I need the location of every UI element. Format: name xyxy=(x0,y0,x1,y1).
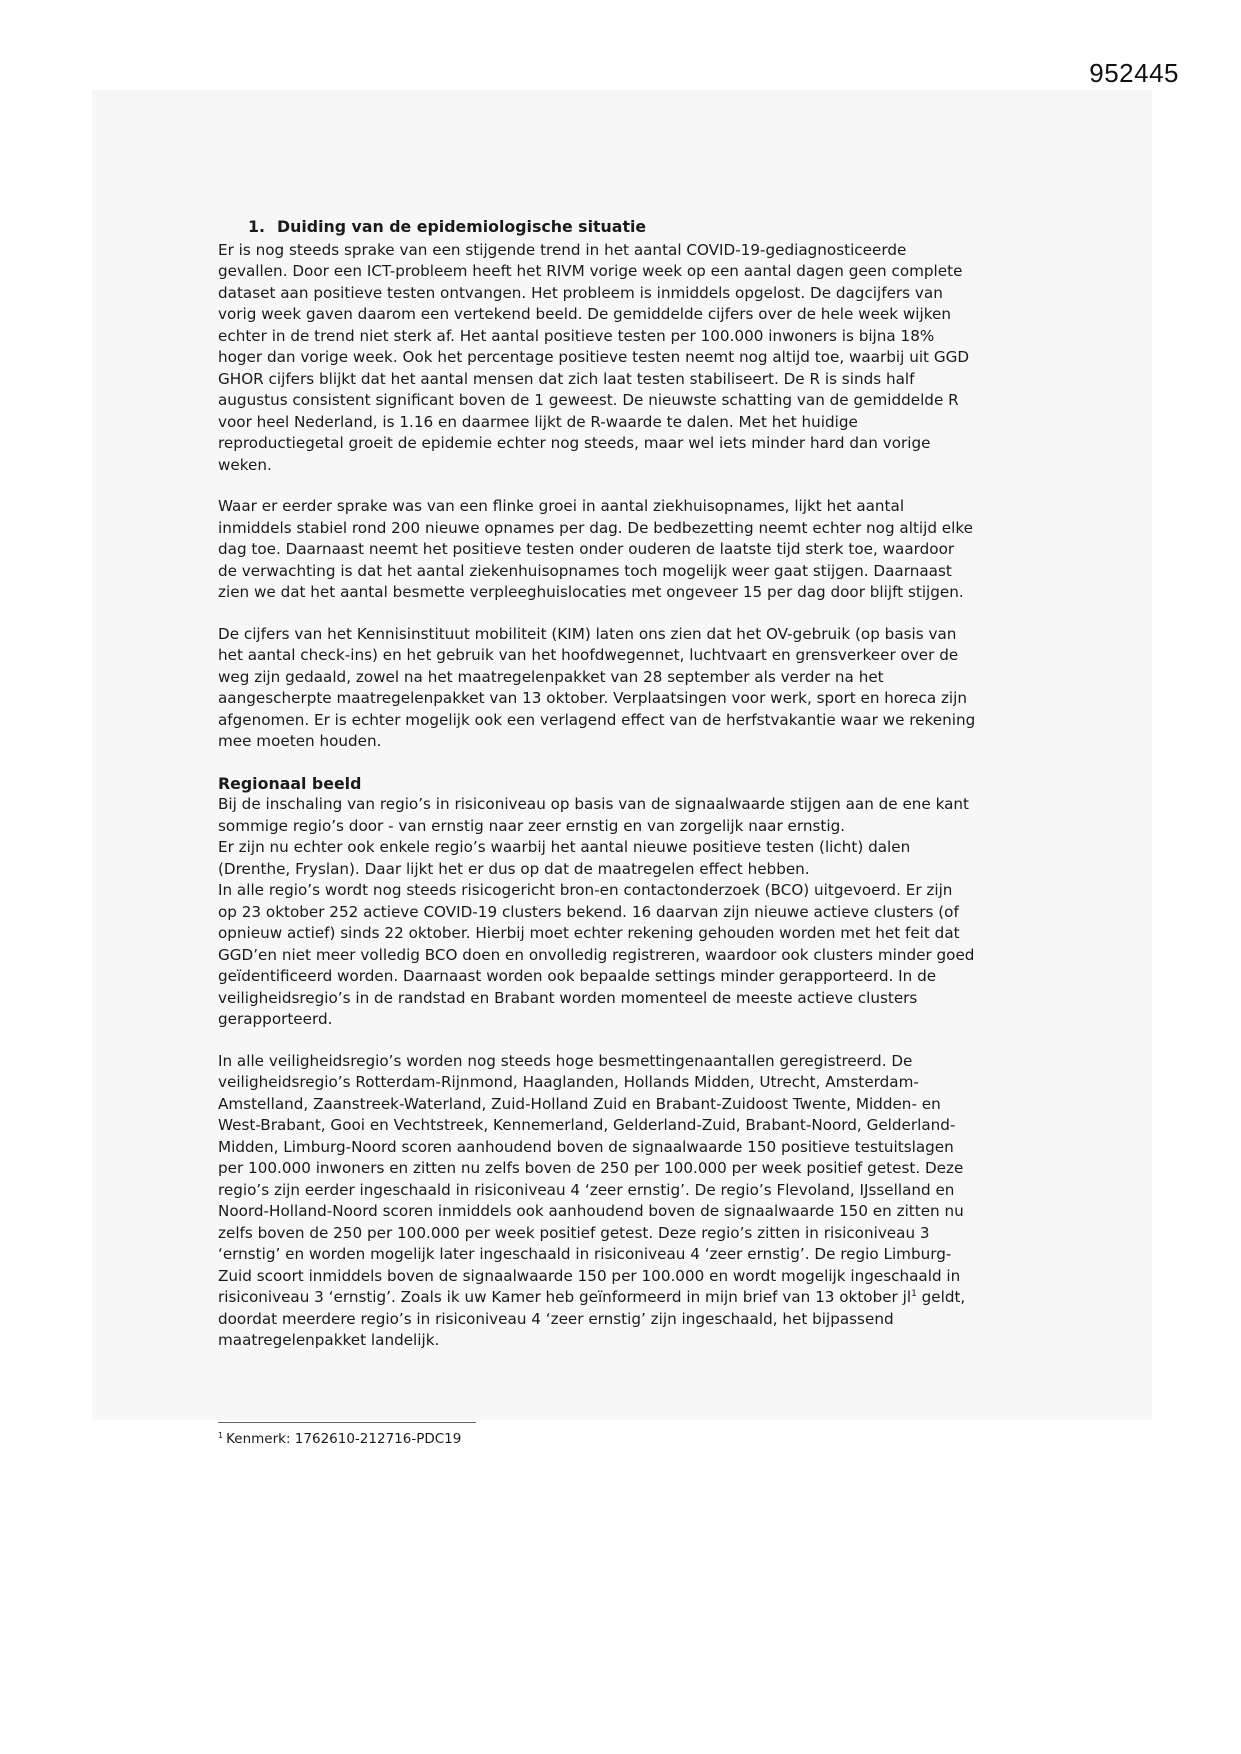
paragraph-regional-bco: In alle regio’s wordt nog steeds risicogericht bron-en contactonderzoek (BCO) uitgevoerd. Er zijn op 23 oktober 252 actieve COVID-19 clusters bekend. 16 daarvan zijn nieuwe actieve clusters (of opnieuw actief) sinds 22 oktober. Hierbij moet echter rekening gehouden worden met het feit dat GGD’en niet meer volledig BCO doen en onvolledig registreren, waardoor ook clusters minder goed geïdentificeerd worden. Daarnaast worden ook bepaalde settings minder gerapporteerd. In de veiligheidsregio’s in de randstad en Brabant worden momenteel de meeste actieve clusters gerapporteerd. xyxy=(218,881,975,1028)
paragraph-spacer xyxy=(218,604,1038,624)
paragraph-trend: Er is nog steeds sprake van een stijgende trend in het aantal COVID-19-gediagnosticeerde gevallen. Door een ICT-probleem heeft het RIVM vorige week op een aantal dagen geen complete dataset aan positieve testen ontvangen. Het probleem is inmiddels opgelost. De dagcijfers van vorig week gaven daarom een vertekend beeld. De gemiddelde cijfers over de hele week wijken echter in de trend niet sterk af. Het aantal positieve testen per 100.000 inwoners is bijna 18% hoger dan vorige week. Ook het percentage positieve testen neemt nog altijd toe, waarbij uit GGD GHOR cijfers blijkt dat het aantal mensen dat zich laat testen stabiliseert. De R is sinds half augustus consistent significant boven de 1 geweest. De nieuwste schatting van de gemiddelde R voor heel Nederland, is 1.16 en daarmee lijkt de R-waarde te dalen. Met het huidige reproductiegetal groeit de epidemie echter nog steeds, maar wel iets minder hard dan vorige weken. xyxy=(218,240,970,474)
paragraph-spacer xyxy=(218,476,1038,496)
document-body xyxy=(218,216,1038,1352)
paragraph-spacer xyxy=(218,753,1038,773)
regional-text-part-1: In alle veiligheidsregio’s worden nog steeds hoge besmettingenaantallen geregistreerd. De veiligheidsregio’s Rotterdam-Rijnmond, Haaglanden, Hollands Midden, Utrecht, Amsterdam- Amstelland, Zaanstreek-Waterland, Zuid-Holland Zuid en Brabant-Zuidoost Twente, Midden- en West-Brabant, Gooi en Vechtstreek, Kennemerland, Gelderland-Zuid, Brabant-Noord, Gelderland- Midden, Limburg-Noord scoren aanhoudend boven de signaalwaarde 150 positieve testuitslagen per 100.000 inwoners en zitten nu zelfs boven de 250 per 100.000 per week positief getest. Deze regio’s zijn eerder ingeschaald in risiconiveau 4 ‘zeer ernstig’. De regio’s Flevoland, IJsselland en Noord-Holland-Noord scoren inmiddels ook aanhoudend boven de signaalwaarde 150 en zitten nu zelfs boven de 250 per 100.000 per week positief getest. Deze regio’s zitten in risiconiveau 3 ‘ernstig’ en worden mogelijk later ingeschaald in risiconiveau 4 ‘zeer ernstig’. De regio Limburg- Zuid scoort inmiddels boven de signaalwaarde 150 per 100.000 en wordt mogelijk ingeschaald in risiconiveau 3 ‘ernstig’. Zoals ik uw Kamer heb geïnformeerd in mijn brief van 13 oktober jl xyxy=(218,1051,964,1306)
paragraph-spacer xyxy=(218,1031,1038,1051)
regional-text-part-2: geldt, doordat meerdere regio’s in risiconiveau 4 ‘zeer ernstig’ zijn ingeschaald, het bijpassend maatregelenpakket landelijk. xyxy=(218,1288,966,1349)
footnote-text: Kenmerk: 1762610-212716-PDC19 xyxy=(226,1431,462,1447)
section-number: 1. xyxy=(248,217,265,236)
paragraph-regional-safety-regions xyxy=(218,1051,1038,1352)
footnote xyxy=(218,1430,461,1448)
section-title: Duiding van de epidemiologische situatie xyxy=(277,217,647,236)
paragraph-regional-decline: Er zijn nu echter ook enkele regio’s waarbij het aantal nieuwe positieve testen (licht) dalen (Drenthe, Fryslan). Daar lijkt het er dus op dat de maatregelen effect hebben. xyxy=(218,838,911,878)
footnote-marker: 1 xyxy=(218,1430,224,1440)
footnote-divider xyxy=(218,1422,476,1423)
regional-heading: Regionaal beeld xyxy=(218,773,362,793)
document-number: 952445 xyxy=(1089,58,1179,88)
section-heading xyxy=(218,216,1038,238)
paragraph-mobility: De cijfers van het Kennisinstituut mobiliteit (KIM) laten ons zien dat het OV-gebruik (op basis van het aantal check-ins) en het gebruik van het hoofdwegennet, luchtvaart en grensverkeer over de weg zijn gedaald, zowel na het maatregelenpakket van 28 september als verder na het aangescherpte maatregelenpakket van 13 oktober. Verplaatsingen voor werk, sport en horeca zijn afgenomen. Er is echter mogelijk ook een verlagend effect van de herfstvakantie waar we rekening mee moeten houden. xyxy=(218,624,976,750)
paragraph-regional-levels: Bij de inschaling van regio’s in risiconiveau op basis van de signaalwaarde stijgen aan de ene kant sommige regio’s door - van ernstig naar zeer ernstig en van zorgelijk naar ernstig. xyxy=(218,795,970,835)
footnote-reference[interactable]: 1 xyxy=(911,1288,917,1299)
paragraph-hospital: Waar er eerder sprake was van een flinke groei in aantal ziekhuisopnames, lijkt het aantal inmiddels stabiel rond 200 nieuwe opnames per dag. De bedbezetting neemt echter nog altijd elke dag toe. Daarnaast neemt het positieve testen onder ouderen de laatste tijd sterk toe, waardoor de verwachting is dat het aantal ziekenhuisopnames toch mogelijk weer gaat stijgen. Daarnaast zien we dat het aantal besmette verpleeghuislocaties met ongeveer 15 per dag door blijft stijgen. xyxy=(218,497,973,601)
